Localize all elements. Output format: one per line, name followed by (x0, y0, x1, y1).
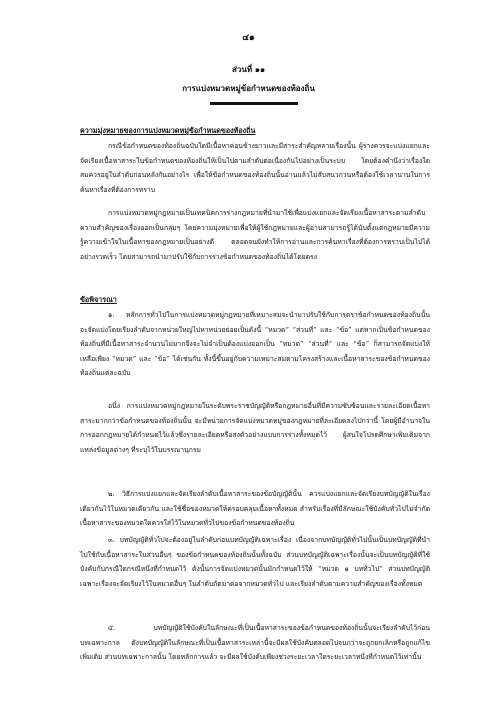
paragraph: ๓. บทบัญญัติทั่วไปจะต้องอยู่ในลำดับก่อนบทบัญญัติเฉพาะเรื่อง เนื่องจากบทบัญญัติทั่วไปนั้นเป็นบทบัญญัติที่นำไปใช้กับเนื้อหาสาระในส่วนอื่นๆ ของข้อกำหนดของท้องถิ่นนั้นทั้งฉบับ ส่วนบทบัญญัติเฉพาะเรื่องนั้นจะเป็นบทบัญญัติที่ใช้บังคับกับกรณีใดกรณีหนึ่งที่กำหนดไว้ ดังนั้นการจัดแบ่งหมวดนั้นมักกำหนดไว้ให้ “หมวด ๑ บททั่วไป” ส่วนบทบัญญัติเฉพาะเรื่องจะจัดเรียงไว้ในหมวดอื่นๆ ในลำดับถัดมาต่อจากหมวดทั่วไป และเรียงลำดับตามความสำคัญของเรื่องทั้งหมด (80, 536, 430, 588)
section-heading-purpose: ความมุ่งหมายของการแบ่งหมวดหมู่ข้อกำหนดของท้องถิ่น (80, 126, 256, 135)
paragraph: กรณีข้อกำหนดของท้องถิ่นฉบับใดมีเนื้อหาค่อนข้างยาวและมีสาระสำคัญหลายเรื่องนั้น ผู้ร่างควรจะแบ่งแยกและจัดเรียงเนื้อหาสาระในข้อกำหนดของท้องถิ่นให้เป็นไปตามลำดับต่อเนื่องกันไปอย่างเป็นระบบ โดยต้องคำนึงว่าเรื่องใดสมควรอยู่ในลำดับก่อนหลังกันอย่างไร เพื่อให้ข้อกำหนดของท้องถิ่นนั้นอ่านแล้วไม่สับสนวกวนหรือต้องใช้เวลานานในการค้นหาเรื่องที่ต้องการทราบ (80, 142, 430, 194)
paragraph: อนึ่ง การแบ่งหมวดหมู่กฎหมายในระดับพระราชบัญญัติหรือกฎหมายอื่นที่มีความซับซ้อนและรายละเอียดเนื้อหาสาระมากกว่าข้อกำหนดของท้องถิ่นนั้น จะมีหน่วยการจัดแบ่งหมวดหมู่ของกฎหมายที่ละเอียดลงไปกว่านี้ โดยผู้มีอำนาจในการออกกฎหมายได้กำหนดไว้แล้วซึ่งรายละเอียดหรือสงตัวอย่างแบบการร่างทั้งหมดไว้ ผู้สนใจโปรดศึกษาเพิ่มเติมจากแหล่งข้อมูลต่างๆ ที่ระบุไว้ในบรรณานุกรม (80, 402, 430, 454)
paragraph: ๒. วิธีการแบ่งแยกและจัดเรียงลำดับเนื้อหาสาระของข้อบัญญัตินั้น ควรแบ่งแยกและจัดเรียงบทบัญญัติในเรื่องเดียวกันไว้ในหมวดเดียวกัน และใช้ชื่อของหมวดให้ครอบคลุมเนื้อหาทั้งหมด สำหรับเรื่องที่มีลักษณะใช้บังคับทั่วไปไม่จำกัดเนื้อหาสาระของหมวดใดควรใส่ไว้ในหมวดทั่วไปของข้อกำหนดของท้องถิ่น (80, 490, 430, 528)
paragraph: การแบ่งหมวดหมู่กฎหมายเป็นเทคนิคการร่างกฎหมายที่นำมาใช้เพื่อแบ่งแยกและจัดเรียงเนื้อหาสาระตามลำดับความสำคัญของเรื่องออกเป็นกลุ่มๆ โดยความมุ่งหมายเพื่อให้ผู้ใช้กฎหมายและผู้อ่านสามารถรู้ได้นับตั้งแต่กฎหมายมีความรู้ความเข้าใจในเนื้อหาของกฎหมายเป็นอย่างดี ตลอดจนยังทำให้การอ่านและการค้นหาเรื่องที่ต้องการทราบเป็นไปได้อย่างรวดเร็ว โดยสามารถนำมาปรับใช้กับการร่างข้อกำหนดของท้องถิ่นได้โดยตรง (80, 209, 430, 261)
title-divider (210, 102, 298, 105)
paragraph: ๔. บทบัญญัติใช้บังคับในลักษณะที่เป็นเนื้อหาสาระของข้อกำหนดของท้องถิ่นนั้นจะเรียงลำดับไว้ก่อนบทเฉพาะกาล ดังบทบัญญัติในลักษณะที่เป็นเนื้อหาสาระเหล่านี้จะมีผลใช้บังคับตลอดไปจนกว่าจะถูกยกเลิกหรือถูกแก้ไขเพิ่มเติม ส่วนบทเฉพาะกาลนั้น โดยหลักการแล้ว จะมีผลใช้บังคับเพียงช่วงระยะเวลาใดระยะเวลาหนึ่งที่กำหนดไว้เท่านั้น (80, 624, 430, 662)
section-heading-considerations: ข้อพิจารณา (80, 295, 117, 304)
paragraph: ๑. หลักการทั่วไปในการแบ่งหมวดหมู่กฎหมายที่เหมาะสมจะนำมาปรับใช้กับการตราข้อกำหนดของท้องถิ่นนั้น จะจัดแบ่งโดยเรียงลำดับจากหน่วยใหญ่ไปหาหน่วยย่อยเป็นดังนี้ “หมวด” “ส่วนที่” และ “ข้อ” แต่หากเป็นข้อกำหนดของท้องถิ่นที่มีเนื้อหาสาระจำนวนไม่มากจึงจะไม่จำเป็นต้องแบ่งออกเป็น “หมวด” “ส่วนที่” และ “ข้อ” ก็สามารถจัดแบ่งให้เหลือเพียง “หมวด” และ “ข้อ” ได้เช่นกัน ทั้งนี้ขึ้นอยู่กับความเหมาะสมตามโครงสร้างและเนื้อหาสาระของข้อกำหนดของท้องถิ่นแต่ละฉบับ (80, 311, 430, 378)
chapter-title: การแบ่งหมวดหมู่ข้อกำหนดของท้องถิ่น (182, 83, 315, 93)
part-title: ส่วนที่ ๑๑ (231, 64, 266, 74)
page-number: ๔๑ (242, 33, 255, 43)
